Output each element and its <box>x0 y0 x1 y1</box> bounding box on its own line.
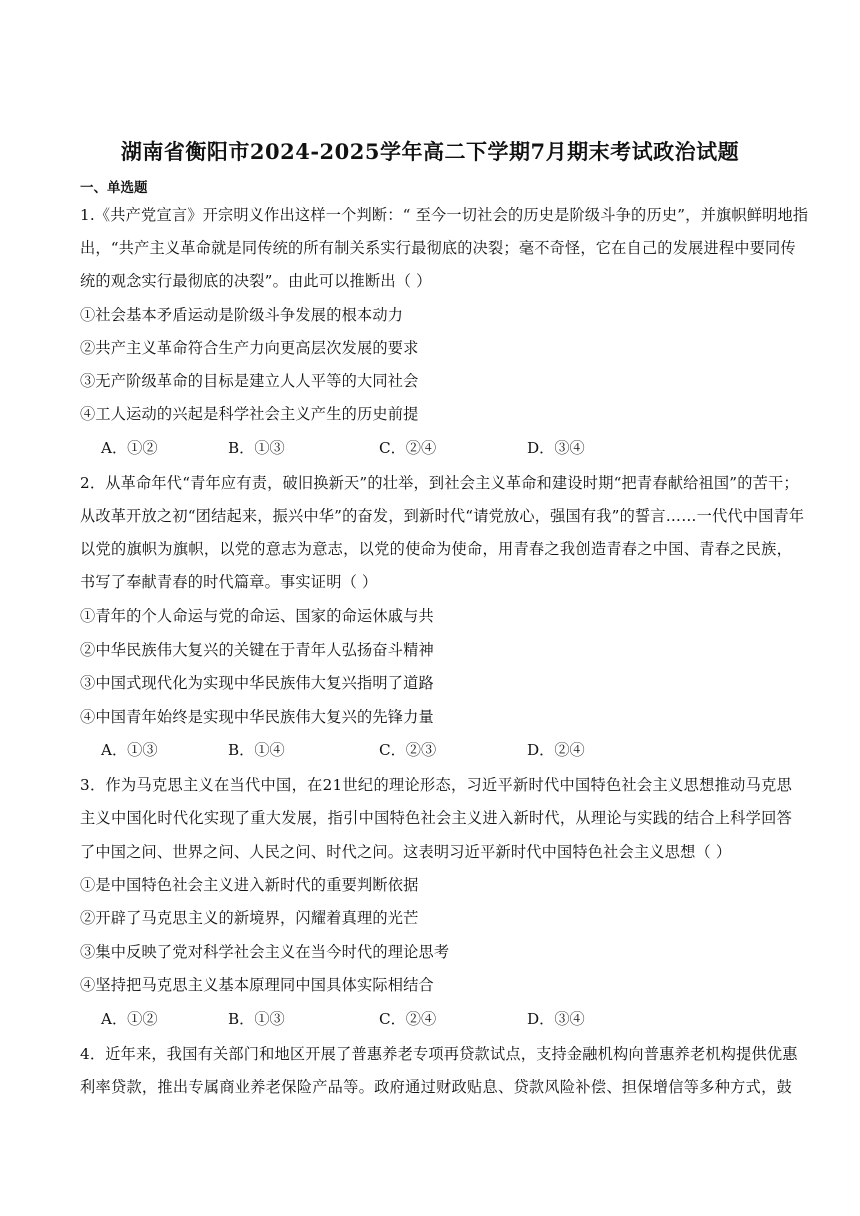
option-c[interactable]: C．②③ <box>379 741 437 759</box>
question-stem-line: 书写了奉献青春的时代篇章。事实证明（ ） <box>80 573 378 591</box>
option-b[interactable]: B．①③ <box>228 1010 285 1028</box>
option-b[interactable]: B．①③ <box>228 439 285 457</box>
statement-3: ③集中反映了党对科学社会主义在当今时代的理论思考 <box>80 943 450 961</box>
option-d[interactable]: D．②④ <box>527 741 585 759</box>
question-stem-line: 3．作为马克思主义在当代中国，在21世纪的理论形态，习近平新时代中国特色社会主义思想推动马克思 <box>80 776 792 794</box>
option-a[interactable]: A．①② <box>101 439 158 457</box>
question-stem-line: 主义中国化时代化实现了重大发展，指引中国特色社会主义进入新时代，从理论与实践的结合上科学回答 <box>80 809 792 827</box>
page-title: 湖南省衡阳市2024-2025学年高二下学期7月期末考试政治试题 <box>120 139 740 164</box>
statement-2: ②共产主义革命符合生产力向更高层次发展的要求 <box>80 339 419 357</box>
question-stem-line: 从改革开放之初“团结起来，振兴中华”的奋发，到新时代“请党放心，强国有我”的誓言……一代代中国青年 <box>80 507 805 525</box>
statement-1: ①青年的个人命运与党的命运、国家的命运休戚与共 <box>80 607 434 625</box>
statement-2: ②中华民族伟大复兴的关键在于青年人弘扬奋斗精神 <box>80 641 434 659</box>
statement-1: ①社会基本矛盾运动是阶级斗争发展的根本动力 <box>80 306 404 324</box>
option-b[interactable]: B．①④ <box>228 741 285 759</box>
statement-4: ④中国青年始终是实现中华民族伟大复兴的先锋力量 <box>80 708 434 726</box>
question-stem-line: 出，“共产主义革命就是同传统的所有制关系实行最彻底的决裂；毫不奇怪，它在自己的发展进程中要同传 <box>80 239 796 257</box>
question-stem-line: 以党的旗帜为旗帜，以党的意志为意志，以党的使命为使命，用青春之我创造青春之中国、青春之民族， <box>80 540 792 558</box>
option-a[interactable]: A．①② <box>101 1010 158 1028</box>
statement-2: ②开辟了马克思主义的新境界，闪耀着真理的光芒 <box>80 909 419 927</box>
section-heading: 一、单选题 <box>80 180 148 196</box>
option-a[interactable]: A．①③ <box>101 741 158 759</box>
option-c[interactable]: C．②④ <box>379 439 437 457</box>
question-stem-line: 2．从革命年代“青年应有责，破旧换新天”的壮举，到社会主义革命和建设时期“把青春献给祖国”的苦干； <box>80 474 799 492</box>
question-stem-line: 1.《共产党宣言》开宗明义作出这样一个判断：“ 至今一切社会的历史是阶级斗争的历史”，并旗帜鲜明地指 <box>80 206 809 224</box>
statement-3: ③中国式现代化为实现中华民族伟大复兴指明了道路 <box>80 674 434 692</box>
statement-4: ④工人运动的兴起是科学社会主义产生的历史前提 <box>80 405 419 423</box>
question-stem-line: 统的观念实行最彻底的决裂”。由此可以推断出（ ） <box>80 272 432 290</box>
statement-1: ①是中国特色社会主义进入新时代的重要判断依据 <box>80 876 419 894</box>
question-stem-line: 利率贷款，推出专属商业养老保险产品等。政府通过财政贴息、贷款风险补偿、担保增信等多种方式，鼓 <box>80 1078 792 1096</box>
question-stem-line: 4．近年来，我国有关部门和地区开展了普惠养老专项再贷款试点，支持金融机构向普惠养老机构提供优惠 <box>80 1045 798 1063</box>
option-d[interactable]: D．③④ <box>527 1010 585 1028</box>
statement-3: ③无产阶级革命的目标是建立人人平等的大同社会 <box>80 372 419 390</box>
option-c[interactable]: C．②④ <box>379 1010 437 1028</box>
option-d[interactable]: D．③④ <box>527 439 585 457</box>
question-stem-line: 了中国之问、世界之问、人民之问、时代之问。这表明习近平新时代中国特色社会主义思想（ ） <box>80 843 732 861</box>
statement-4: ④坚持把马克思主义基本原理同中国具体实际相结合 <box>80 976 434 994</box>
